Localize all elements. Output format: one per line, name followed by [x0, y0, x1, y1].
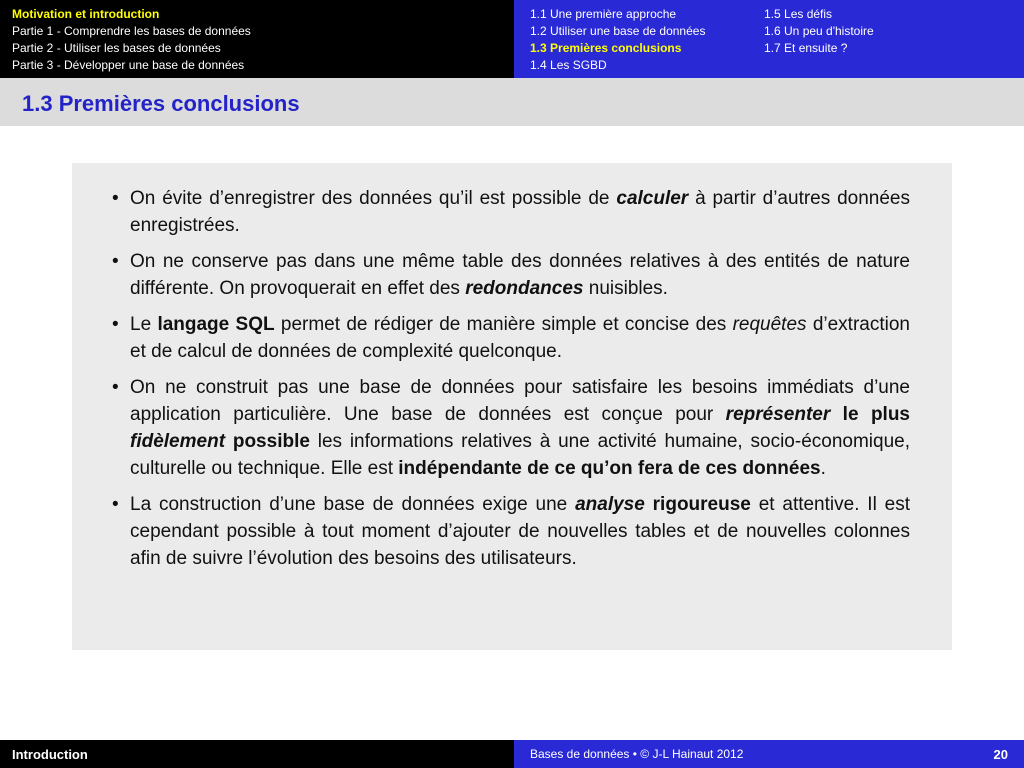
frame-title-bar	[0, 78, 1024, 126]
page-number: 20	[993, 747, 1008, 762]
nav-part-3[interactable]: Partie 3 - Développer une base de données	[12, 58, 245, 72]
bullet-text-segment: le plus	[830, 404, 910, 425]
bullet-item	[112, 491, 910, 572]
bullet-text-segment: d’extraction et de calcul de données de complexité quelconque.	[130, 314, 910, 362]
bullet-text-segment: et attentive. Il est cependant possible à tout moment d’ajouter de nouvelles tables et de nouvelles colonnes afin de suivre l’évolution des besoins des utilisateurs.	[130, 494, 910, 569]
bullet-text-segment: rigoureuse	[644, 494, 751, 515]
bullet-text-segment: indépendante de ce qu’on fera de ces données	[398, 458, 821, 479]
bullet-text-segment: requêtes	[732, 314, 807, 335]
nav-part-2[interactable]: Partie 2 - Utiliser les bases de données	[12, 41, 221, 55]
footer-info	[514, 740, 1024, 768]
sections-nav	[514, 0, 1024, 78]
nav-section-1-3[interactable]: 1.3 Premières conclusions	[530, 41, 682, 55]
bullet-item	[112, 311, 910, 365]
bullet-text-segment: analyse	[575, 494, 645, 515]
bullet-text-segment: représenter	[725, 404, 831, 425]
nav-section-1-7[interactable]: 1.7 Et ensuite ?	[764, 41, 848, 55]
bullet-item	[112, 374, 910, 482]
bullet-text-segment: Le	[130, 314, 158, 335]
footer-course-title: Bases de données • © J-L Hainaut 2012	[530, 747, 744, 761]
bullet-text-segment: possible	[225, 431, 310, 452]
bullet-text-segment: On ne construit pas une base de données pour satisfaire les besoins immédiats d’une application particulière. Une base de données est conçue pour	[130, 377, 910, 425]
bullet-text-segment: à partir d’autres données enregistrées.	[130, 188, 911, 236]
parts-nav	[0, 0, 514, 78]
bullet-text-segment: redondances	[465, 278, 584, 299]
footer-section-label: Introduction	[0, 740, 514, 768]
nav-section-1-1[interactable]: 1.1 Une première approche	[530, 7, 677, 21]
nav-section-1-2[interactable]: 1.2 Utiliser une base de données	[530, 24, 706, 38]
header-bar	[0, 0, 1024, 78]
nav-part-1[interactable]: Partie 1 - Comprendre les bases de données	[12, 24, 251, 38]
bullet-text-segment: calculer	[616, 188, 689, 209]
bullet-list	[112, 185, 910, 572]
bullet-item	[112, 248, 910, 302]
bullet-text-segment: langage SQL	[157, 314, 275, 335]
bullet-text-segment: .	[820, 458, 826, 479]
bullet-text-segment: nuisibles.	[583, 278, 668, 299]
bullet-text-segment: fidèlement	[130, 431, 226, 452]
sections-column-1	[530, 6, 705, 74]
bullet-text-segment: On évite d’enregistrer des données qu’il est possible de	[130, 188, 617, 209]
bullet-item	[112, 185, 910, 239]
sections-column-2	[764, 6, 874, 57]
frame-title: 1.3 Premières conclusions	[22, 91, 300, 116]
nav-section-1-6[interactable]: 1.6 Un peu d'histoire	[764, 24, 874, 38]
nav-part-intro[interactable]: Motivation et introduction	[12, 7, 160, 21]
nav-section-1-4[interactable]: 1.4 Les SGBD	[530, 58, 607, 72]
bullet-text-segment: La construction d’une base de données exige une	[130, 494, 576, 515]
bullet-text-segment: On ne conserve pas dans une même table des données relatives à des entités de nature différente. On provoquerait en effet des	[130, 251, 910, 299]
nav-section-1-5[interactable]: 1.5 Les défis	[764, 7, 833, 21]
footer-bar	[0, 740, 1024, 768]
bullet-text-segment: permet de rédiger de manière simple et concise des	[274, 314, 733, 335]
bullet-text-segment: les informations relatives à une activité humaine, socio-économique, culturelle ou technique. Elle est	[130, 431, 910, 479]
content-block	[72, 163, 952, 650]
